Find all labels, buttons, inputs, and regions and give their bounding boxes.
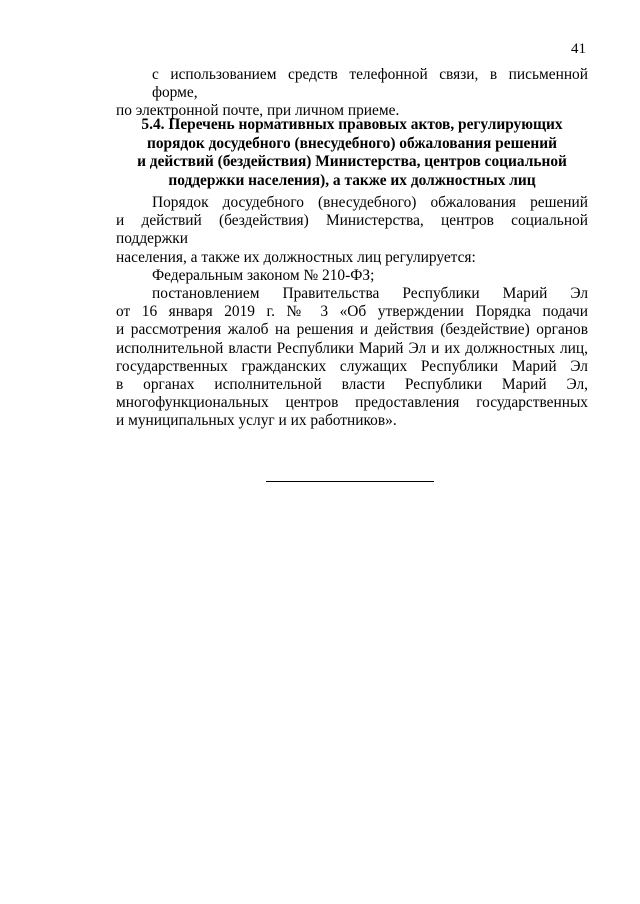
body-paragraphs — [116, 194, 588, 431]
body-line: исполнительной власти Республики Марий Эл и их должностных лиц, — [116, 339, 588, 357]
body-line: Порядок досудебного (внесудебного) обжалования решений — [152, 194, 588, 211]
end-separator-line — [266, 481, 434, 482]
page-number: 41 — [571, 41, 586, 57]
heading-line: и действий (бездействия) Министерства, центров социальной — [137, 153, 567, 171]
body-line: населения, а также их должностных лиц регулируется: — [116, 248, 476, 266]
body-line: государственных гражданских служащих Республики Марий Эл — [116, 357, 588, 375]
intro-line: по электронной почте, при личном приеме. — [116, 102, 400, 120]
heading-line: поддержки населения), а также их должностных лиц — [168, 171, 536, 189]
body-line: и рассмотрения жалоб на решения и действия (бездействие) органов — [116, 321, 588, 339]
heading-line: порядок досудебного (внесудебного) обжалования решений — [146, 134, 557, 152]
body-line: и действий (бездействия) Министерства, центров социальной поддержки — [116, 212, 588, 248]
body-line: от 16 января 2019 г. № 3 «Об утверждении Порядка подачи — [116, 303, 588, 321]
body-line: и муниципальных услуг и их работников». — [116, 412, 397, 430]
heading-line: 5.4. Перечень нормативных правовых актов, регулирующих — [141, 116, 563, 133]
body-line: многофункциональных центров предоставления государственных — [116, 394, 588, 412]
body-line: в органах исполнительной власти Республики Марий Эл, — [116, 376, 588, 394]
body-line: постановлением Правительства Республики Марий Эл — [152, 285, 588, 303]
intro-line: с использованием средств телефонной связи, в письменной форме, — [152, 66, 588, 102]
section-heading — [116, 116, 588, 190]
intro-paragraph — [116, 66, 588, 121]
body-line: Федеральным законом № 210-ФЗ; — [152, 266, 375, 284]
